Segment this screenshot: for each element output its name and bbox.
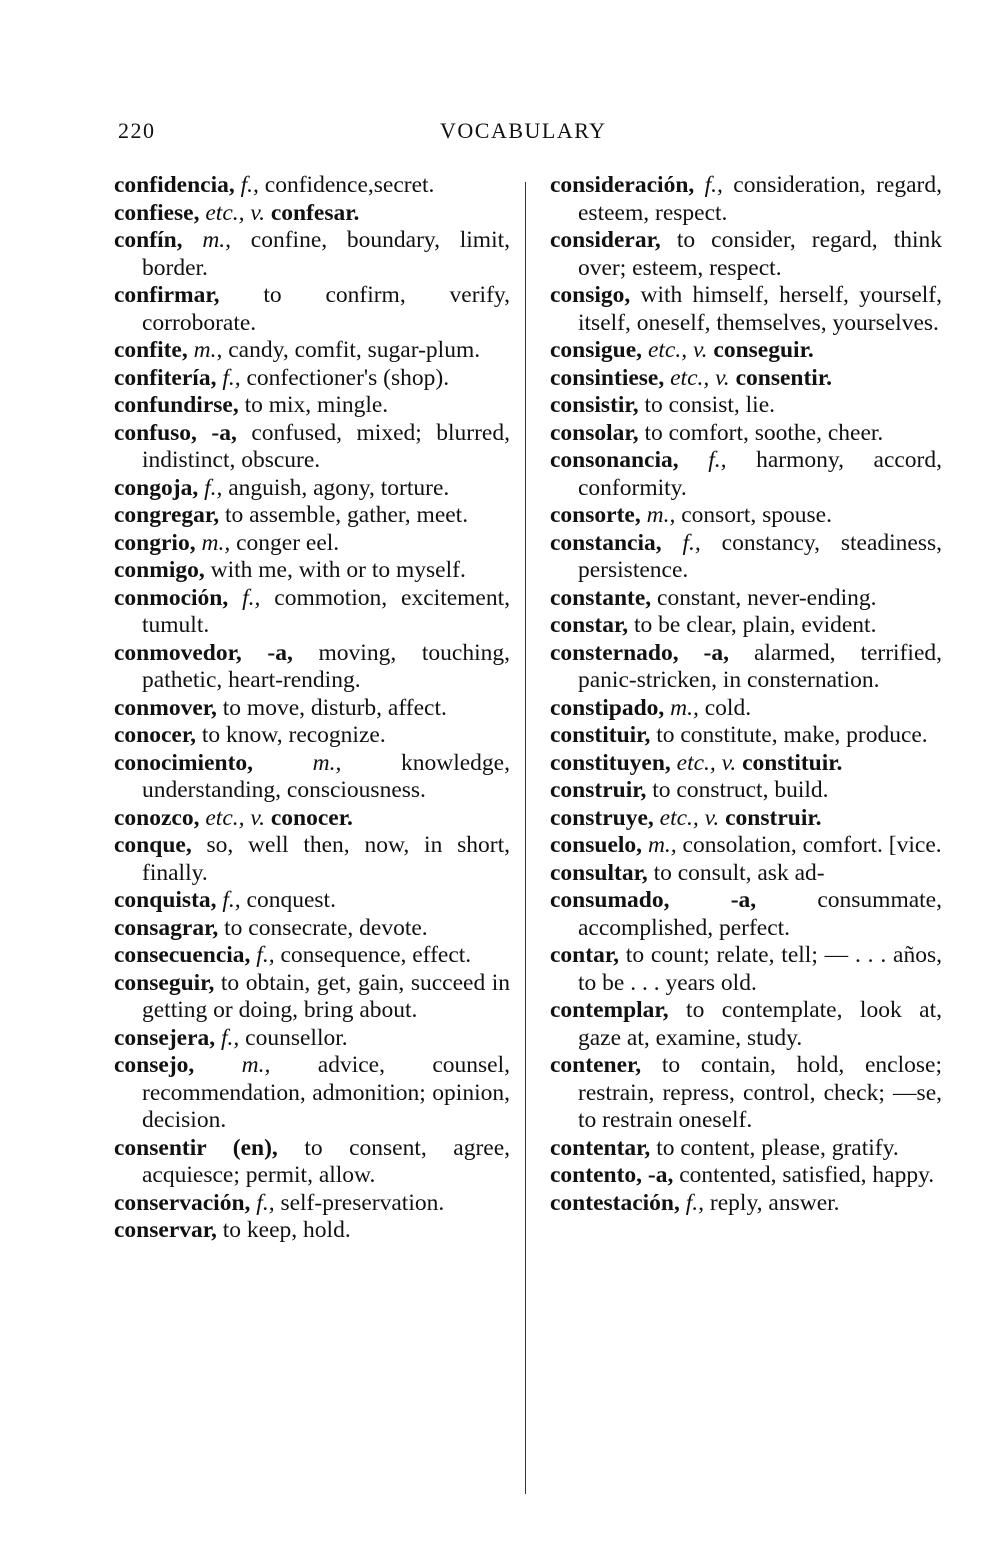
definition: conquest. (246, 887, 336, 913)
vocab-entry (114, 337, 510, 365)
definition: self-preservation. (280, 1189, 445, 1216)
headword: consagrar, (114, 914, 219, 941)
headword: constituir, (550, 722, 651, 748)
vocab-entry (114, 805, 510, 833)
definition: advice, counsel, recommendation, admonition; opinion, decision. (142, 1052, 510, 1133)
vocab-entry (114, 1135, 510, 1190)
grammar-label: f., (222, 887, 241, 913)
definition: cold. (704, 694, 752, 721)
vocab-entry (550, 172, 942, 227)
headword: conmigo, (114, 557, 205, 583)
headword: conseguir, (114, 969, 215, 996)
vocab-entry (550, 337, 942, 365)
headword: consentir (en), (114, 1134, 278, 1161)
headword: congrio, (114, 529, 196, 556)
definition: conger eel. (236, 529, 340, 556)
headword: contener, (550, 1052, 642, 1078)
headword: consolar, (550, 419, 639, 446)
vocab-entry (550, 447, 942, 502)
definition: harmony, accord, conformity. (578, 447, 943, 501)
grammar-label: f., (708, 447, 727, 473)
grammar-label: etc., v. (659, 804, 720, 831)
definition: conocer. (270, 804, 353, 831)
definition: to know, recognize. (201, 722, 386, 748)
vocab-entry (550, 805, 942, 833)
vocab-entry (550, 502, 942, 530)
definition: to mix, mingle. (244, 392, 389, 418)
vocab-entry (114, 1217, 510, 1245)
headword: congregar, (114, 502, 220, 528)
headword: constante, (550, 584, 652, 611)
grammar-label: etc., v. (670, 364, 730, 391)
definition: consentir. (735, 364, 832, 391)
headword: contemplar, (550, 997, 669, 1023)
grammar-label: etc., v. (205, 804, 265, 831)
definition: confused, mixed; blurred, indistinct, obscure. (142, 419, 510, 473)
headword: confín, (114, 227, 183, 253)
headword: constancia, (550, 529, 662, 556)
vocab-entry (114, 640, 510, 695)
grammar-label: m., (193, 337, 223, 363)
headword: contentar, (550, 1134, 651, 1161)
grammar-label: etc., v. (676, 749, 737, 776)
vocab-entry (550, 997, 942, 1052)
definition: to constitute, make, produce. (656, 722, 928, 748)
definition: to contain, hold, enclose; restrain, repress, control, check; —se, to restrain oneself. (578, 1052, 942, 1133)
vocab-entry (114, 585, 510, 640)
definition: reply, answer. (709, 1189, 840, 1216)
headword: confiese, (114, 199, 200, 226)
definition: to move, disturb, affect. (222, 694, 447, 721)
headword: conozco, (114, 804, 200, 831)
vocab-entry (114, 557, 510, 585)
vocab-entry (550, 282, 942, 337)
vocab-entry (114, 750, 510, 805)
definition: with me, with or to myself. (210, 557, 466, 583)
headword: consintiese, (550, 364, 665, 391)
definition: confesar. (270, 199, 360, 226)
vocab-entry (114, 1190, 510, 1218)
vocab-entry (114, 695, 510, 723)
vocab-entry (114, 530, 510, 558)
vocab-entry (550, 640, 942, 695)
page-header (118, 118, 618, 148)
definition: anguish, agony, torture. (228, 474, 450, 501)
vocab-entry (550, 860, 942, 888)
headword: conque, (114, 832, 192, 858)
definition: to consider, regard, think over; esteem, respect. (578, 227, 942, 281)
grammar-label: etc., v. (205, 199, 265, 226)
headword: confirmar, (114, 282, 220, 308)
vocab-entry (550, 695, 942, 723)
headword: contestación, (550, 1189, 680, 1216)
headword: conmover, (114, 694, 217, 721)
vocab-entry (550, 1162, 942, 1190)
definition: to consent, agree, acquiesce; permit, allow. (142, 1134, 511, 1188)
vocab-entry (114, 200, 510, 228)
headword: conservar, (114, 1217, 217, 1243)
definition: to consult, ask ad- (653, 859, 825, 886)
vocab-entry (550, 942, 942, 997)
definition: to obtain, get, gain, succeed in getting or doing, bring about. (142, 969, 511, 1023)
headword: consideración, (550, 172, 695, 198)
definition: constant, never-ending. (657, 584, 877, 611)
grammar-label: etc., v. (647, 337, 708, 363)
vocab-entry (550, 750, 942, 778)
vocab-entry (114, 502, 510, 530)
vocab-entry (114, 227, 510, 282)
vocab-entry (550, 392, 942, 420)
grammar-label: f., (242, 584, 261, 611)
left-column (114, 172, 510, 1245)
definition: construir. (725, 804, 822, 831)
vocab-entry (550, 722, 942, 750)
headword: consistir, (550, 392, 639, 418)
vocab-entry (114, 172, 510, 200)
definition: consequence, effect. (280, 942, 472, 968)
headword: consigo, (550, 282, 631, 308)
definition: to consist, lie. (644, 392, 775, 418)
headword: confitería, (114, 364, 217, 391)
headword: consejera, (114, 1024, 216, 1051)
headword: contento, -a, (550, 1162, 674, 1188)
headword: conservación, (114, 1189, 251, 1216)
grammar-label: f., (221, 1024, 240, 1051)
definition: to assemble, gather, meet. (224, 502, 469, 528)
headword: conmoción, (114, 584, 229, 611)
right-column (550, 172, 942, 1217)
definition: contented, satisfied, happy. (679, 1162, 935, 1188)
headword: conquista, (114, 887, 217, 913)
headword: constipado, (550, 694, 665, 721)
headword: conocimiento, (114, 749, 254, 776)
vocab-entry (550, 612, 942, 640)
vocab-entry (550, 585, 942, 613)
definition: conseguir. (713, 337, 814, 363)
vocab-entry (114, 832, 510, 887)
definition: counsellor. (245, 1024, 348, 1051)
vocab-entry (550, 227, 942, 282)
vocab-entry (114, 887, 510, 915)
headword: consecuencia, (114, 942, 251, 968)
vocab-entry (114, 722, 510, 750)
vocab-entry (550, 1052, 942, 1135)
headword: confidencia, (114, 172, 235, 198)
vocab-entry (114, 915, 510, 943)
definition: to construct, build. (652, 777, 829, 803)
vocab-entry (550, 365, 942, 393)
headword: consternado, -a, (550, 639, 729, 666)
headword: confuso, -a, (114, 419, 237, 446)
definition: candy, comfit, sugar-plum. (228, 337, 481, 363)
definition: alarmed, terrified, panic-stricken, in consternation. (578, 639, 943, 693)
grammar-label: m., (241, 1052, 271, 1078)
definition: to comfort, soothe, cheer. (644, 419, 884, 446)
definition: to count; relate, tell; — . . . años, to be . . . years old. (578, 942, 942, 996)
definition: consummate, accomplished, perfect. (578, 887, 942, 941)
definition: moving, touching, pathetic, heart-rending. (142, 639, 510, 693)
vocab-entry (114, 970, 510, 1025)
headword: consumado, -a, (550, 887, 757, 913)
vocab-entry (114, 392, 510, 420)
vocab-entry (550, 777, 942, 805)
headword: construir, (550, 777, 647, 803)
headword: consorte, (550, 502, 641, 528)
grammar-label: m., (312, 749, 342, 776)
grammar-label: m., (201, 529, 231, 556)
grammar-label: f., (204, 474, 223, 501)
vocab-entry (114, 1052, 510, 1135)
vocab-entry (114, 420, 510, 475)
definition: consolation, comfort. [vice. (682, 832, 942, 858)
definition: to confirm, verify, corroborate. (142, 282, 510, 336)
vocab-entry (114, 282, 510, 337)
definition: constituir. (742, 749, 843, 776)
headword: contar, (550, 942, 619, 968)
definition: to contemplate, look at, gaze at, examine, study. (578, 997, 942, 1051)
running-head: VOCABULARY (440, 118, 607, 143)
vocab-entry (550, 832, 942, 860)
definition: so, well then, now, in short, finally. (142, 832, 510, 886)
definition: confidence,secret. (264, 172, 435, 198)
definition: to content, please, gratify. (656, 1134, 899, 1161)
definition: to keep, hold. (222, 1217, 351, 1243)
vocab-entry (550, 1190, 942, 1218)
definition: consort, spouse. (681, 502, 832, 528)
headword: consigue, (550, 337, 643, 363)
column-divider (525, 182, 526, 1494)
headword: confundirse, (114, 392, 239, 418)
definition: commotion, excitement, tumult. (142, 584, 511, 638)
headword: confite, (114, 337, 188, 363)
headword: constituyen, (550, 749, 671, 776)
definition: to consecrate, devote. (224, 914, 428, 941)
grammar-label: m., (670, 694, 699, 721)
grammar-label: f., (704, 172, 723, 198)
definition: with himself, herself, yourself, itself, oneself, themselves, yourselves. (578, 282, 942, 336)
headword: consuelo, (550, 832, 643, 858)
vocab-entry (550, 530, 942, 585)
vocab-entry (114, 365, 510, 393)
definition: confine, boundary, limit, border. (142, 227, 511, 281)
grammar-label: f., (240, 172, 259, 198)
definition: knowledge, understanding, consciousness. (142, 749, 510, 803)
headword: consultar, (550, 859, 648, 886)
definition: consideration, regard, esteem, respect. (578, 172, 942, 226)
grammar-label: m., (202, 227, 232, 253)
grammar-label: f., (682, 529, 701, 556)
vocab-entry (550, 420, 942, 448)
grammar-label: f., (222, 364, 241, 391)
grammar-label: m., (647, 832, 677, 858)
headword: congoja, (114, 474, 199, 501)
vocab-entry (550, 887, 942, 942)
vocab-entry (114, 1025, 510, 1053)
definition: constancy, steadiness, persistence. (578, 529, 943, 583)
grammar-label: m., (646, 502, 676, 528)
grammar-label: f., (256, 1189, 275, 1216)
vocab-entry (550, 1135, 942, 1163)
headword: constar, (550, 612, 629, 638)
definition: confectioner's (shop). (246, 364, 450, 391)
headword: consonancia, (550, 447, 679, 473)
headword: conmovedor, -a, (114, 639, 293, 666)
vocab-entry (114, 942, 510, 970)
definition: to be clear, plain, evident. (634, 612, 877, 638)
headword: construye, (550, 804, 654, 831)
headword: conocer, (114, 722, 197, 748)
grammar-label: f., (685, 1189, 705, 1216)
page-number: 220 (118, 118, 156, 143)
headword: considerar, (550, 227, 661, 253)
grammar-label: f., (256, 942, 275, 968)
vocab-entry (114, 475, 510, 503)
headword: consejo, (114, 1052, 195, 1078)
